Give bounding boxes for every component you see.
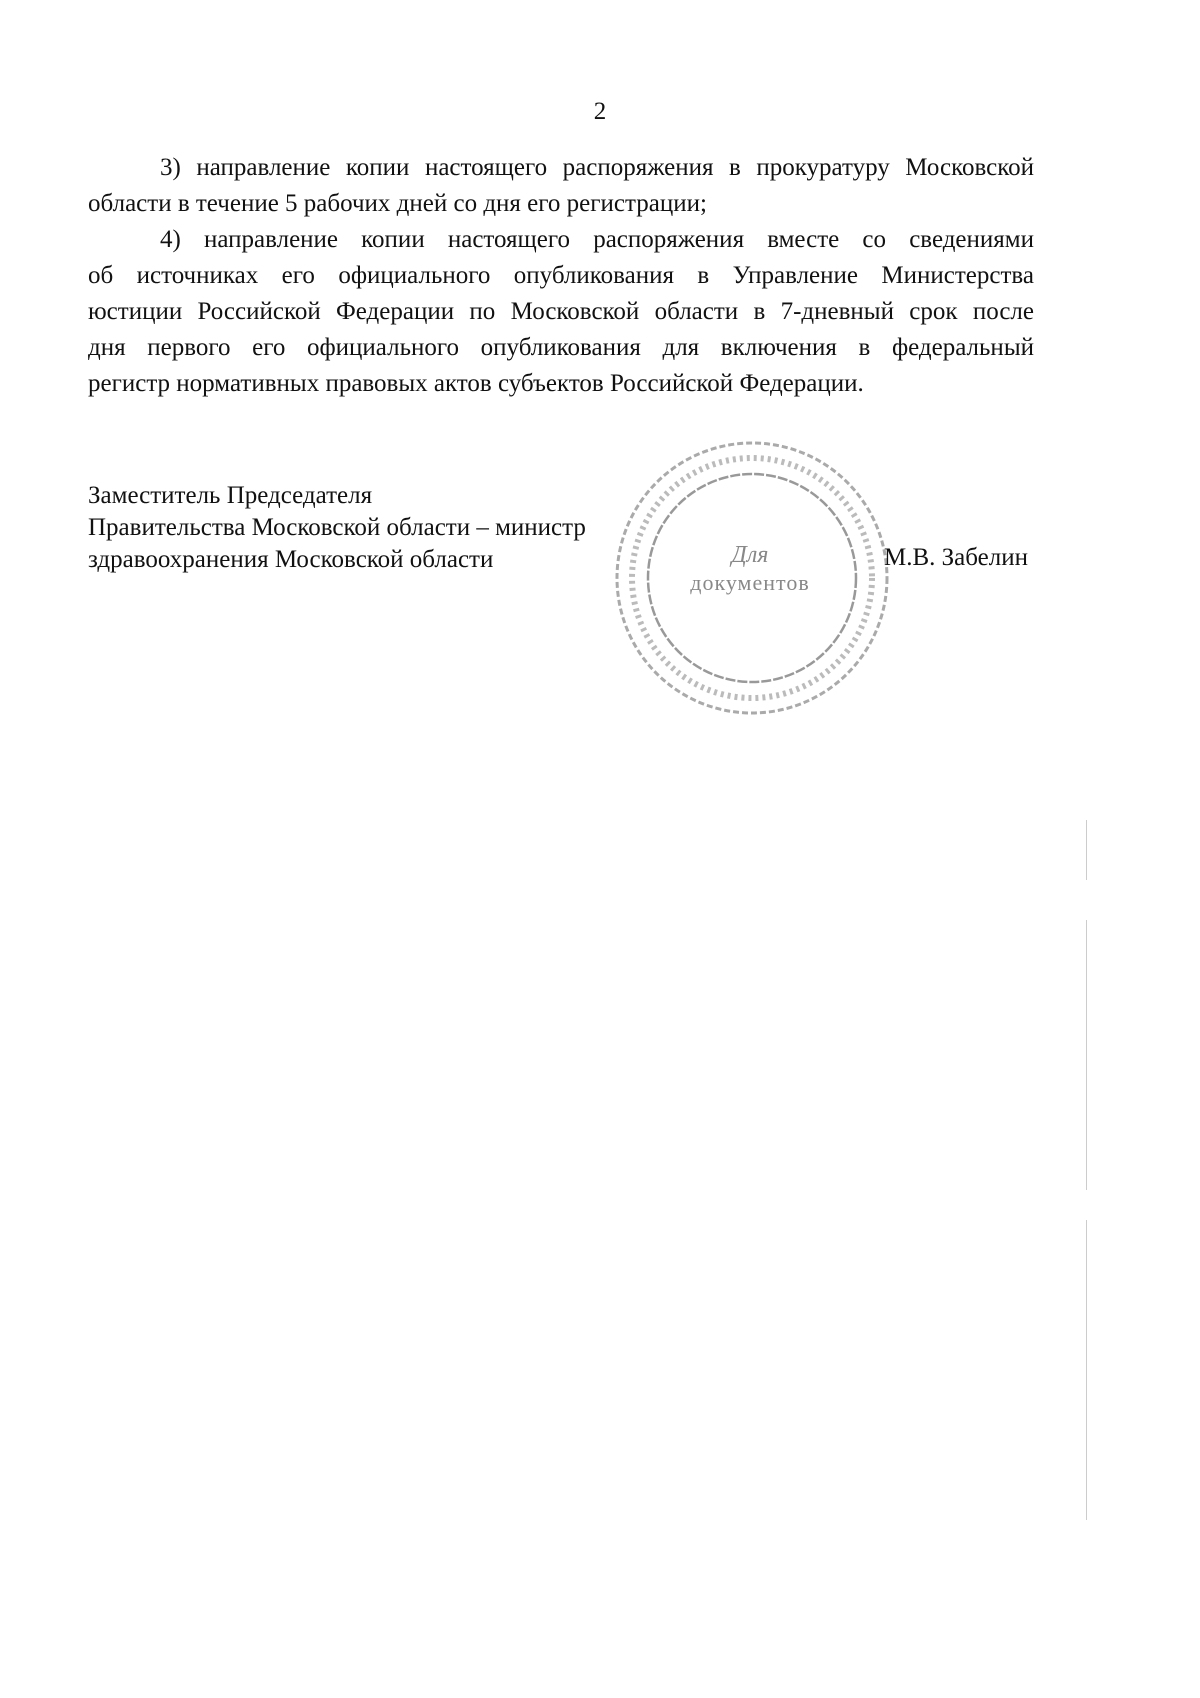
scan-artifact [1086, 920, 1087, 1190]
page-number: 2 [593, 98, 607, 125]
position-line: Правительства Московской области – министр [88, 514, 586, 541]
paragraph-line: дня первого его официального опубликования для включения в федеральный [88, 334, 1034, 361]
position-line: Заместитель Председателя [88, 482, 373, 509]
official-stamp [600, 430, 900, 720]
paragraph-line: области в течение 5 рабочих дней со дня его регистрации; [88, 190, 707, 217]
document-body [88, 150, 1034, 402]
paragraph-line: юстиции Российской Федерации по Московской области в 7-дневный срок после [88, 298, 1034, 325]
paragraph-line: 4) направление копии настоящего распоряжения вместе со сведениями [160, 226, 1034, 253]
stamp-text-line2: документов [690, 570, 810, 595]
paragraph-line: об источниках его официального опубликования в Управление Министерства [88, 262, 1034, 289]
scan-artifact [1086, 1220, 1087, 1520]
paragraph-line: 3) направление копии настоящего распоряжения в прокуратуру Московской [160, 154, 1034, 181]
paragraph-line: регистр нормативных правовых актов субъектов Российской Федерации. [88, 370, 864, 397]
signatory-position [88, 480, 586, 576]
position-line: здравоохранения Московской области [88, 546, 494, 573]
signatory-name: М.В. Забелин [884, 544, 1028, 571]
stamp-text-line1: Для [731, 542, 769, 568]
scan-artifact [1086, 820, 1087, 880]
